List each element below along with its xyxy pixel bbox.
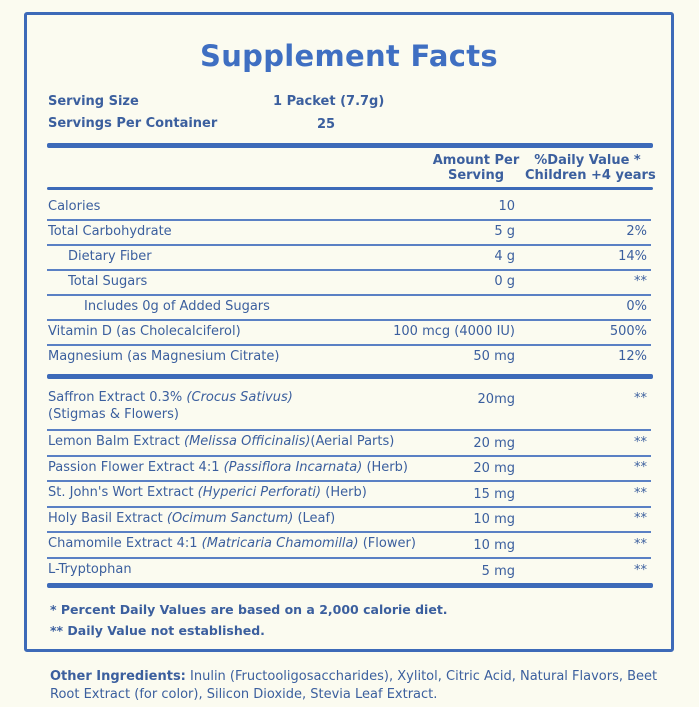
- nutrient-name: Total Carbohydrate: [48, 224, 172, 239]
- other-ingredients-text: Inulin (Fructooligosaccharides), Xylitol, Citric Acid, Natural Flavors, Beet Root Extract (for color), Silicon Dioxide, Stevia Leaf Extract.: [50, 669, 658, 702]
- nutrient-name: Total Sugars: [68, 274, 148, 289]
- row-divider: [47, 531, 651, 533]
- serving-size-label: Serving Size: [48, 94, 139, 109]
- daily-value-header: [525, 153, 656, 183]
- nutrient-name: Dietary Fiber: [68, 249, 152, 264]
- row-divider: [47, 480, 651, 482]
- row-divider: [47, 506, 651, 508]
- herbal-dv: **: [634, 537, 647, 552]
- divider-thick: [47, 374, 653, 379]
- herbal-name: Lemon Balm Extract (Melissa Officinalis)(Aerial Parts): [48, 434, 395, 449]
- other-ingredients-label: Other Ingredients:: [50, 669, 186, 684]
- amount-per-serving-header: [422, 153, 530, 183]
- servings-per-container-label: Servings Per Container: [48, 116, 218, 131]
- nutrient-name: Vitamin D (as Cholecalciferol): [48, 324, 241, 339]
- herbal-amount: 20mg: [477, 392, 515, 407]
- herbal-name-line2: (Stigmas & Flowers): [48, 407, 179, 422]
- nutrient-amount: 0 g: [494, 274, 515, 289]
- row-divider: [47, 244, 651, 246]
- nutrient-dv: 12%: [618, 349, 647, 364]
- herbal-amount: 10 mg: [473, 538, 515, 553]
- nutrient-amount: 50 mg: [473, 349, 515, 364]
- herbal-dv: **: [634, 391, 647, 406]
- herbal-amount: 20 mg: [473, 461, 515, 476]
- servings-per-container-value: 25: [317, 117, 336, 132]
- herbal-dv: **: [634, 460, 647, 475]
- nutrient-dv: 14%: [618, 249, 647, 264]
- row-divider: [47, 219, 651, 221]
- nutrient-amount: 10: [498, 199, 515, 214]
- row-divider: [47, 319, 651, 321]
- herbal-name: Passion Flower Extract 4:1 (Passiflora Incarnata) (Herb): [48, 460, 408, 475]
- nutrient-amount: 5 g: [494, 224, 515, 239]
- row-divider: [47, 429, 651, 431]
- herbal-name: L-Tryptophan: [48, 562, 132, 577]
- herbal-dv: **: [634, 563, 647, 578]
- panel-title: Supplement Facts: [200, 39, 498, 73]
- row-divider: [47, 294, 651, 296]
- other-ingredients: [50, 668, 675, 704]
- herbal-amount: 5 mg: [481, 564, 515, 579]
- serving-size-value: 1 Packet (7.7g): [273, 94, 385, 109]
- row-divider: [47, 344, 651, 346]
- row-divider: [47, 269, 651, 271]
- herbal-amount: 20 mg: [473, 436, 515, 451]
- footnote-not-established: ** Daily Value not established.: [50, 623, 265, 638]
- nutrient-name: Calories: [48, 199, 101, 214]
- supplement-facts-panel: [24, 12, 674, 652]
- divider-thick: [47, 143, 653, 148]
- row-divider: [47, 455, 651, 457]
- nutrient-name: Includes 0g of Added Sugars: [84, 299, 270, 314]
- nutrient-name: Magnesium (as Magnesium Citrate): [48, 349, 280, 364]
- row-divider: [47, 557, 651, 559]
- herbal-name: Saffron Extract 0.3% (Crocus Sativus): [48, 390, 293, 405]
- herbal-dv: **: [634, 486, 647, 501]
- herbal-dv: **: [634, 435, 647, 450]
- herbal-dv: **: [634, 511, 647, 526]
- dv-header-line1: %Daily Value *: [534, 153, 641, 168]
- herbal-name: Chamomile Extract 4:1 (Matricaria Chamomilla) (Flower): [48, 536, 416, 551]
- nutrient-dv: **: [634, 274, 647, 289]
- nutrient-amount: 100 mcg (4000 IU): [393, 324, 515, 339]
- nutrient-amount: 4 g: [494, 249, 515, 264]
- divider-medium: [47, 187, 653, 190]
- amount-header-line2: Serving: [447, 168, 505, 183]
- nutrient-dv: 500%: [609, 324, 647, 339]
- nutrient-dv: 0%: [626, 299, 647, 314]
- nutrient-dv: 2%: [626, 224, 647, 239]
- footnote-percent-dv: * Percent Daily Values are based on a 2,000 calorie diet.: [50, 602, 448, 617]
- herbal-name: Holy Basil Extract (Ocimum Sanctum) (Leaf): [48, 511, 336, 526]
- amount-header-line1: Amount Per: [432, 153, 520, 168]
- divider-thick: [47, 583, 653, 588]
- dv-header-line2: Children +4 years: [525, 168, 656, 183]
- herbal-amount: 15 mg: [473, 487, 515, 502]
- herbal-name: St. John's Wort Extract (Hyperici Perforati) (Herb): [48, 485, 367, 500]
- herbal-amount: 10 mg: [473, 512, 515, 527]
